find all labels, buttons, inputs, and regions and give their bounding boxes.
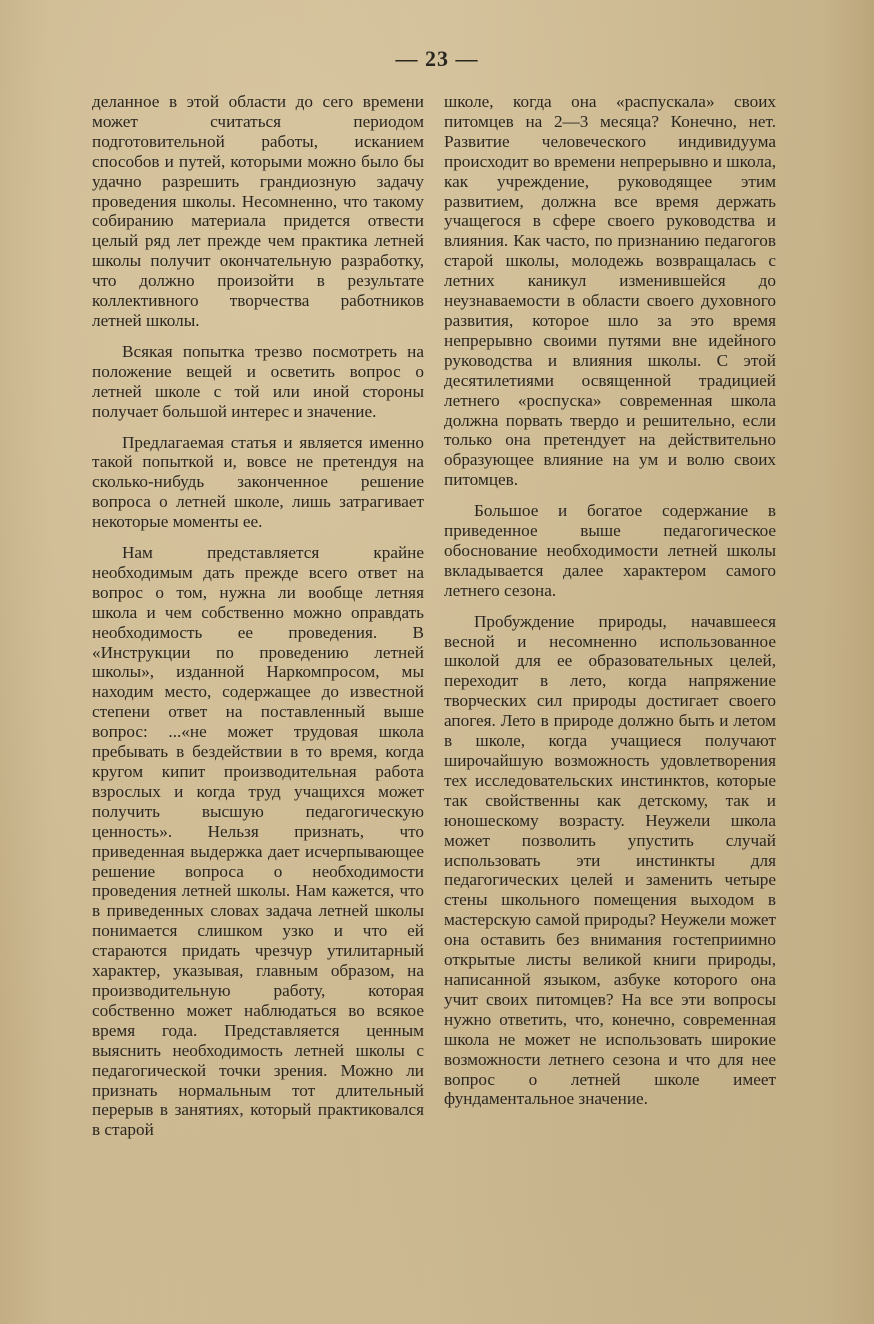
paragraph: Нам представляется крайне необходимым дать прежде всего ответ на вопрос о том, нужна ли вообще летняя школа и чем собственно можно оправдать необходимость ее проведения. В «Инструкции по проведению летней школы», изданной Наркомпросом, мы находим место, содержащее до известной степени ответ на поставленный выше вопрос: ...«не может трудовая школа пребывать в бездействии в то время, когда кругом кипит производительная работа взрослых и когда труд учащихся может получить высшую педагогическую ценность». Нельзя признать, что приведенная выдержка дает исчерпывающее решение вопроса о необходимости проведения летней школы. Нам кажется, что в приведенных словах задача летней школы понимается слишком узко и что ей стараются придать чрезчур утилитарный характер, указывая, главным образом, на производительную работу, которая собственно может наблюдаться во всякое время года. Представляется ценным выяснить необходимость летней школы с педагогической точки зрения. Можно ли признать нормальным тот длительный перерыв в занятиях, который практиковался в старой [92,543,424,1140]
paragraph: школе, когда она «распускала» своих питомцев на 2—3 месяца? Конечно, нет. Развитие человеческого индивидуума происходит во времени непрерывно и школа, как учреждение, руководящее этим развитием, должна все время держать учащегося в сфере своего руководства и влияния. Как часто, по признанию педагогов старой школы, молодежь возвращалась с летних каникул изменившейся до неузнаваемости в области своего духовного развития, которое шло за это время непрерывно своими путями вне идейного руководства и влияния школы. С этой десятилетиями освященной традицией летнего «роспуска» современная школа должна порвать твердо и решительно, если только она претендует на действительно образующее влияние на ум и волю своих питомцев. [444,92,776,490]
paragraph: Пробуждение природы, начавшееся весной и несомненно использованное школой для ее образовательных целей, переходит в лето, когда напряжение творческих сил природы достигает своего апогея. Лето в природе должно быть и летом в школе, когда учащиеся получают широчайшую возможность удовлетворения тех исследовательских инстинктов, которые так свойственны как детскому, так и юношескому возрасту. Неужели школа может позволить упустить случай использовать эти инстинкты для педагогических целей и заменить четыре стены школьного помещения выходом в мастерскую самой природы? Неужели может она оставить без внимания гостеприимно открытые листы великой книги природы, написанной языком, азбуке которого она учит своих питомцев? На все эти вопросы нужно ответить, что, конечно, современная школа не может не использовать широкие возможности летнего сезона и что для нее вопрос о летней школе имеет фундаментальное значение. [444,611,776,1109]
paragraph: Большое и богатое содержание в приведенное выше педагогическое обоснование необходимости летней школы вкладывается далее характером самого летнего сезона. [444,501,776,600]
left-column [92,92,424,1140]
paragraph: Предлагаемая статья и является именно такой попыткой и, вовсе не претендуя на сколько-нибудь законченное решение вопроса о летней школе, лишь затрагивает некоторые моменты ее. [92,432,424,532]
paragraph: Всякая попытка трезво посмотреть на положение вещей и осветить вопрос о летней школе с той или иной стороны получает большой интерес и значение. [92,341,424,421]
right-column [444,92,776,1109]
page-number: — 23 — [395,46,479,71]
paragraph: деланное в этой области до сего времени может считаться периодом подготовительной работы, исканием способов и путей, которыми можно было бы удачно разрешить грандиозную задачу проведения школы. Несомненно, что такому собиранию материала придется отвести целый ряд лет прежде чем практика летней школы получит окончательную разработку, что должно произойти в результате коллективного творчества работников летней школы. [92,92,424,330]
